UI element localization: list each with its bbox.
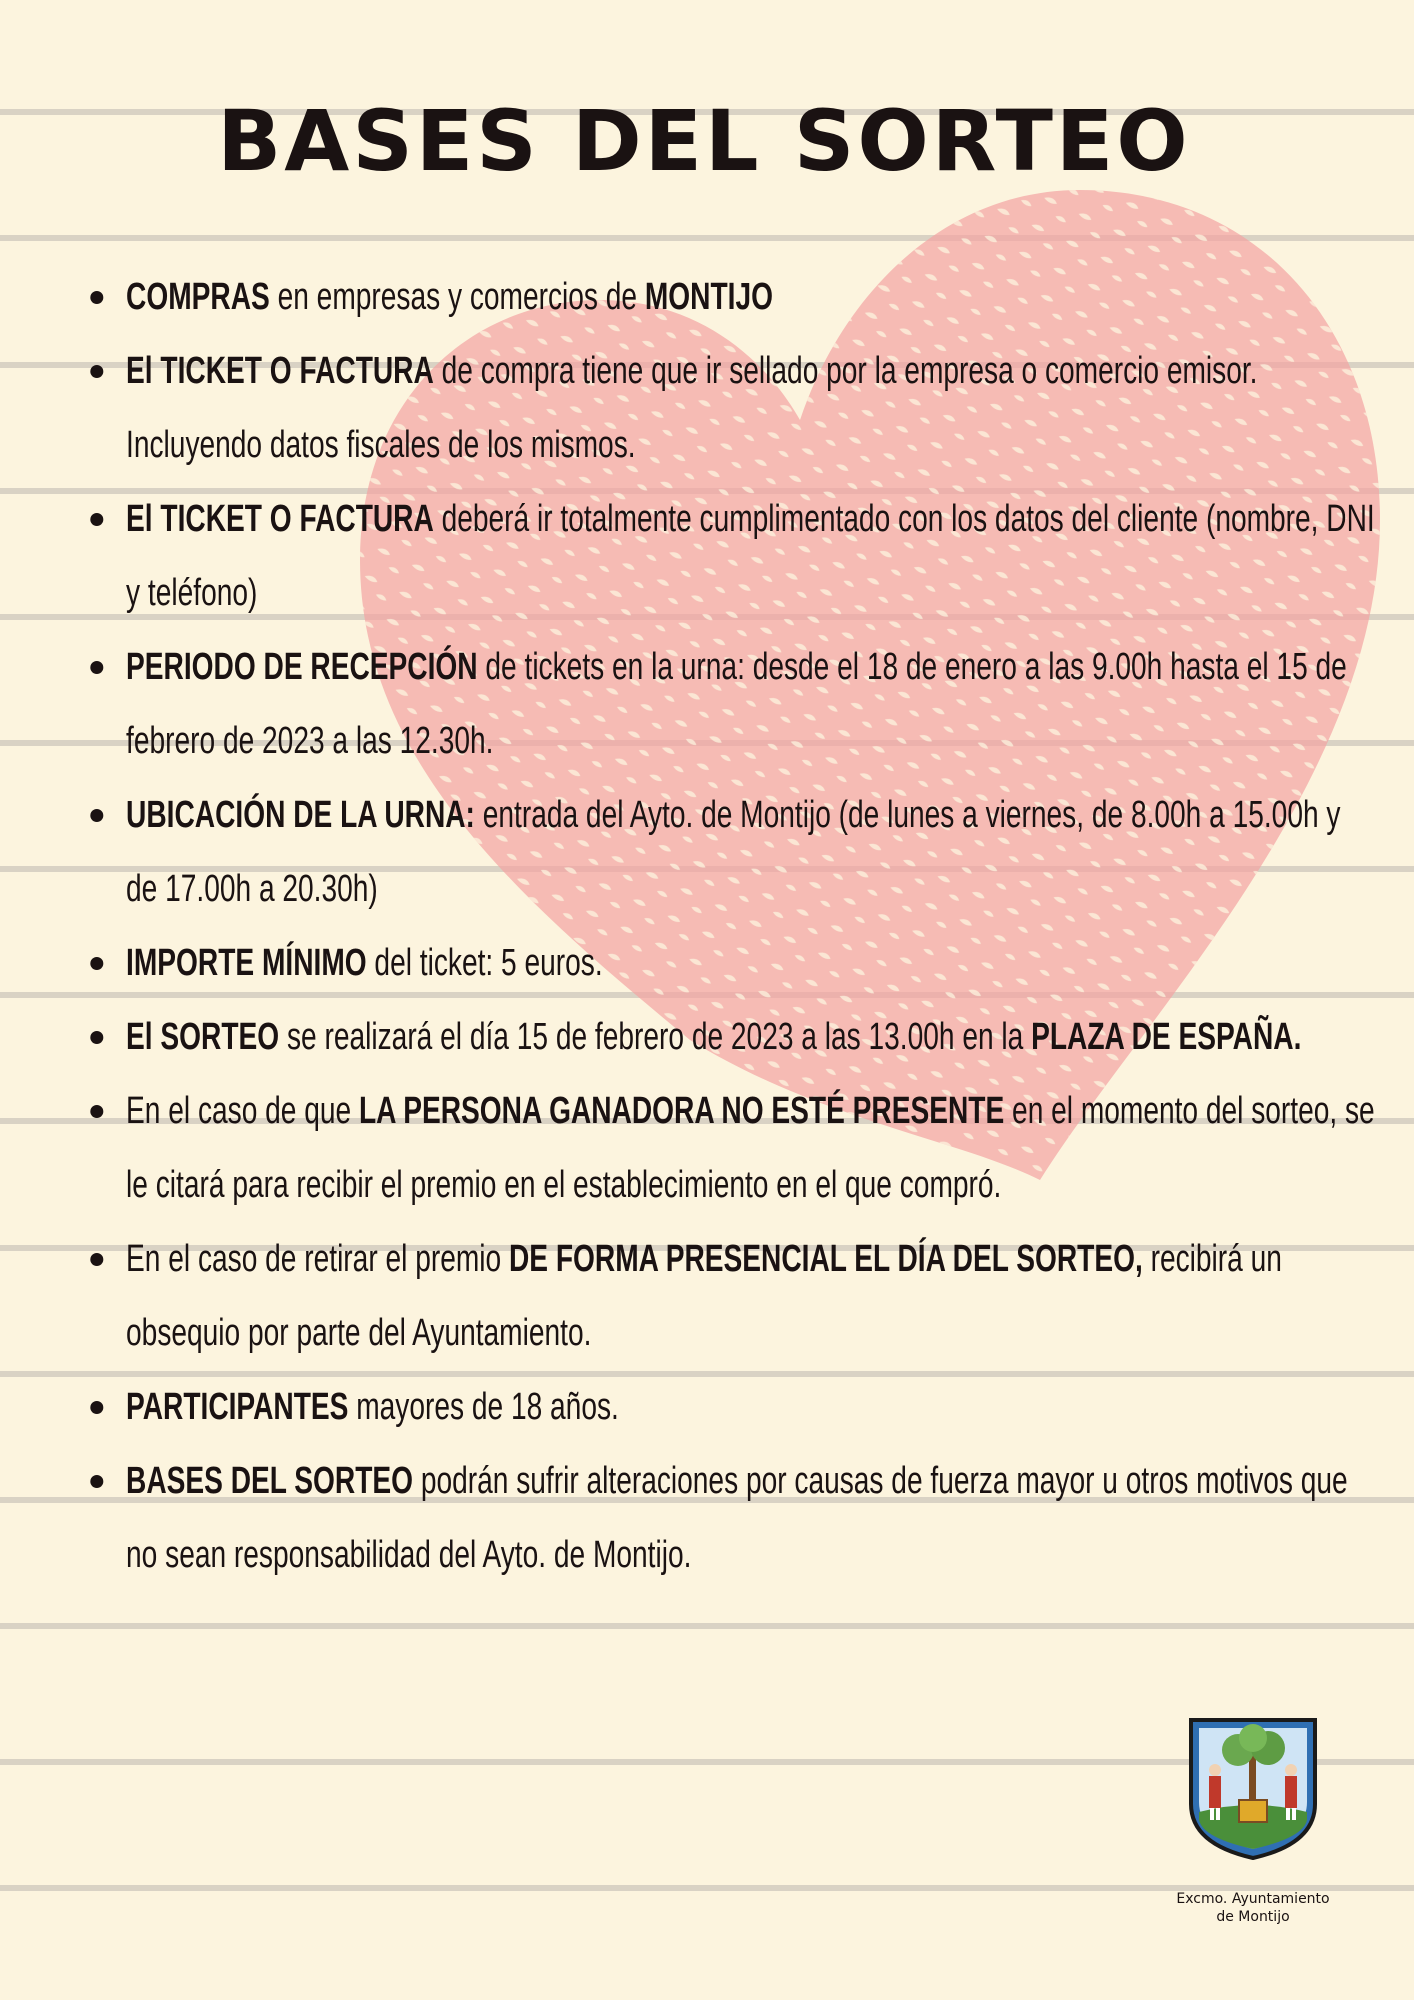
montijo-coat-of-arms: [1183, 1712, 1323, 1862]
rule-item: [92, 1222, 1377, 1370]
rule-emphasis: IMPORTE MÍNIMO: [126, 942, 367, 984]
page-title: BASES DEL SORTEO: [217, 92, 1191, 190]
rule-text: en empresas y comercios de: [269, 276, 645, 318]
rule-text: de tickets en la urna: desde el 18 de enero a las 9.00h hasta el 15 de febrero de 2023 a las 12.30h.: [126, 646, 1347, 762]
rule-emphasis: El SORTEO: [126, 1016, 280, 1058]
rule-emphasis: UBICACIÓN DE LA URNA:: [126, 794, 475, 836]
emblem-caption-line-1: Excmo. Ayuntamiento: [1176, 1891, 1330, 1907]
rule-text: En el caso de retirar el premio: [126, 1238, 509, 1280]
rule-item: [92, 334, 1377, 482]
rule-item: [92, 1370, 1377, 1444]
emblem-caption: [1168, 1890, 1338, 1926]
rule-text: recibirá un obsequio por parte del Ayuntamiento.: [126, 1238, 1282, 1354]
rule-emphasis: BASES DEL SORTEO: [126, 1460, 414, 1502]
rule-emphasis: COMPRAS: [126, 276, 270, 318]
rule-item: [92, 926, 1377, 1000]
rule-item: [92, 1000, 1377, 1074]
rule-item: [92, 1444, 1377, 1592]
rule-emphasis: LA PERSONA GANADORA NO ESTÉ PRESENTE: [358, 1090, 1005, 1132]
rule-emphasis: MONTIJO: [644, 276, 773, 318]
rule-text: En el caso de que: [126, 1090, 359, 1132]
rule-item: [92, 630, 1377, 778]
rule-emphasis: DE FORMA PRESENCIAL EL DÍA DEL SORTEO,: [508, 1238, 1143, 1280]
rule-emphasis: El TICKET O FACTURA: [126, 498, 434, 540]
rule-text: entrada del Ayto. de Montijo (de lunes a viernes, de 8.00h a 15.00h y de 17.00h a 20.30h): [126, 794, 1341, 910]
rule-item: [92, 778, 1377, 926]
rule-text: deberá ir totalmente cumplimentado con los datos del cliente (nombre, DNI y teléfono): [126, 498, 1375, 614]
rule-emphasis: PLAZA DE ESPAÑA.: [1031, 1016, 1302, 1058]
rule-item: [92, 260, 1377, 334]
rule-text: podrán sufrir alteraciones por causas de fuerza mayor u otros motivos que no sean responsabilidad del Ayto. de Montijo.: [126, 1460, 1348, 1576]
rule-emphasis: PARTICIPANTES: [126, 1386, 349, 1428]
rules-list: [92, 260, 1382, 1592]
emblem-caption-line-2: de Montijo: [1216, 1909, 1290, 1925]
rule-text: del ticket: 5 euros.: [366, 942, 603, 984]
rule-emphasis: PERIODO DE RECEPCIÓN: [126, 646, 478, 688]
rule-text: de compra tiene que ir sellado por la empresa o comercio emisor. Incluyendo datos fiscales de los mismos.: [126, 350, 1258, 466]
rule-item: [92, 482, 1377, 630]
rule-item: [92, 1074, 1377, 1222]
rule-emphasis: El TICKET O FACTURA: [126, 350, 434, 392]
rule-text: se realizará el día 15 de febrero de 2023 a las 13.00h en la: [279, 1016, 1032, 1058]
rule-text: en el momento del sorteo, se le citará para recibir el premio en el establecimiento en el que compró.: [126, 1090, 1375, 1206]
rule-text: mayores de 18 años.: [348, 1386, 619, 1428]
